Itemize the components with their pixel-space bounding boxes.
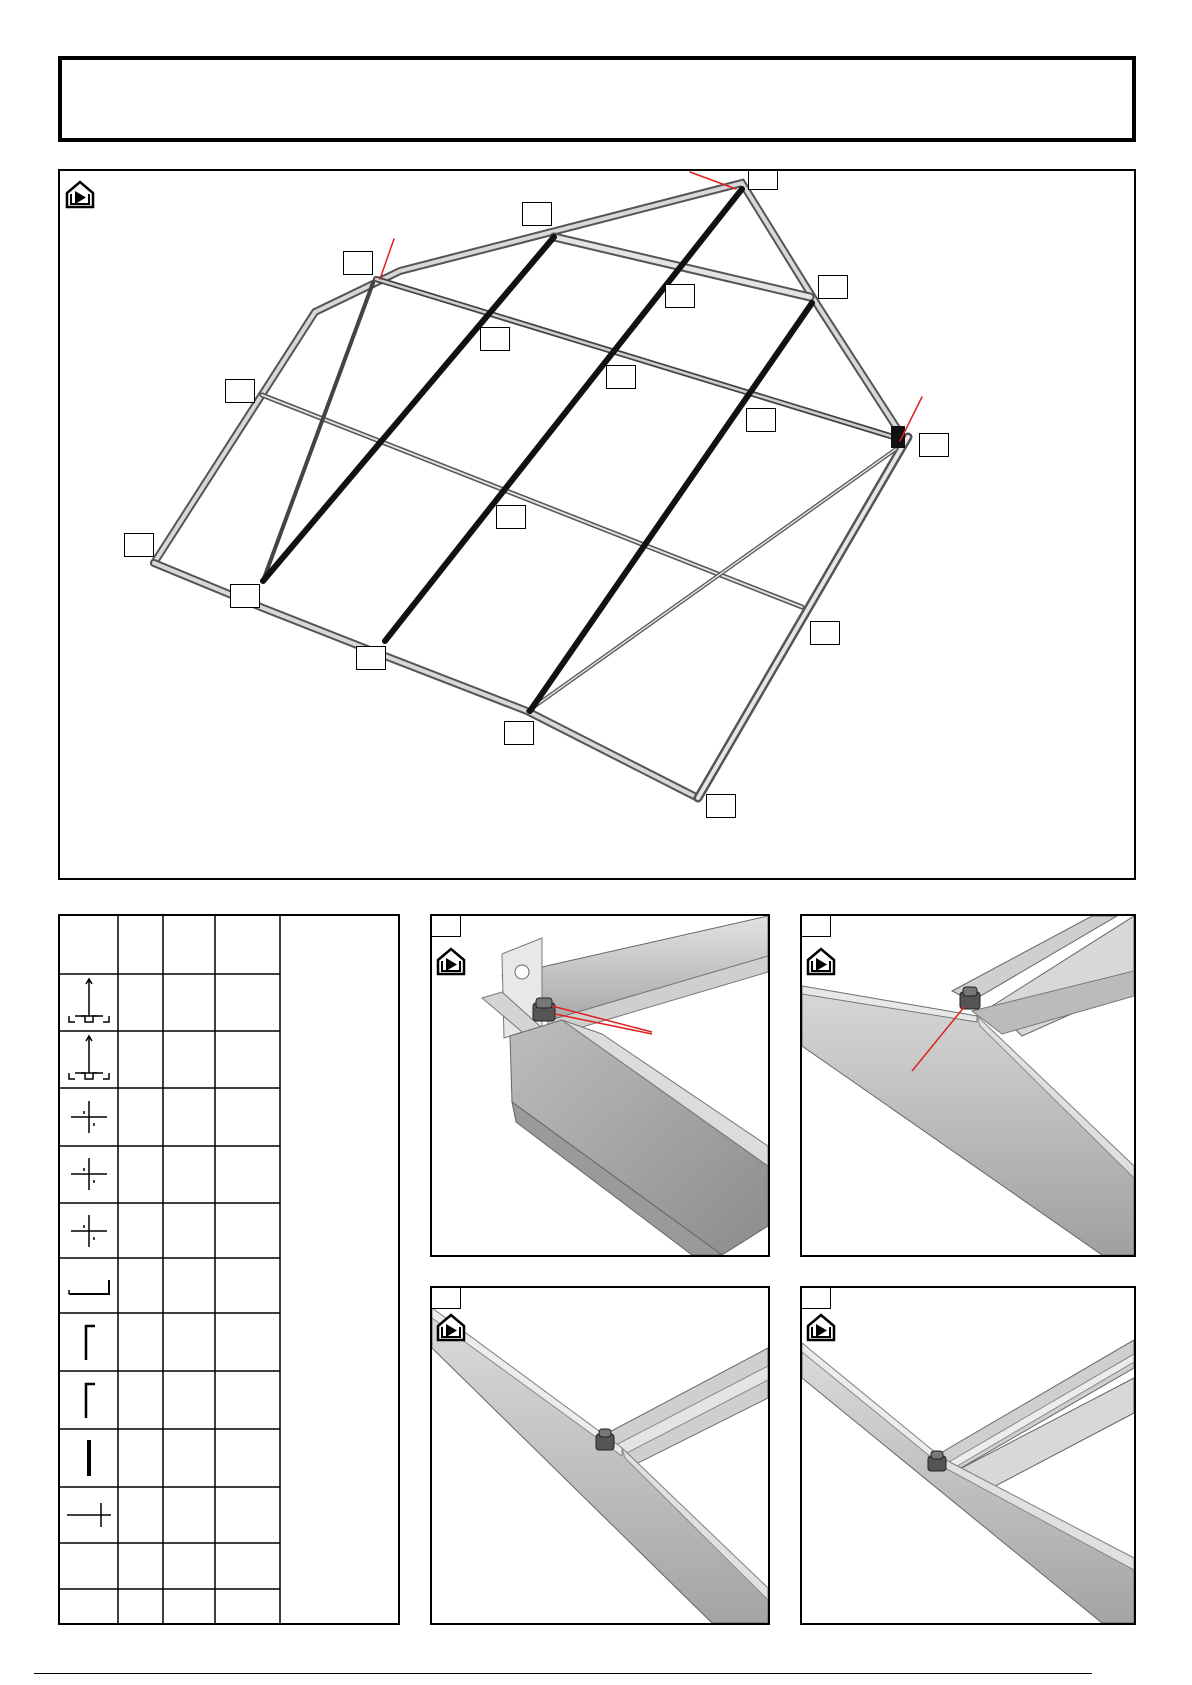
right-outer-rail xyxy=(698,437,908,798)
part-label-bottom-right-corner xyxy=(706,794,736,818)
part-label-right-corner xyxy=(919,433,949,457)
house-assembly-icon xyxy=(436,1312,466,1342)
left-outer-rail xyxy=(154,183,902,563)
l-corner-profile-icon xyxy=(86,1326,95,1360)
part-label-middle-rail-left xyxy=(480,327,510,351)
house-assembly-icon xyxy=(806,1312,836,1342)
detail-number xyxy=(431,915,461,937)
page-footer-rule xyxy=(34,1673,1092,1674)
detail-panel-corner-bolt xyxy=(430,914,770,1257)
rafter-2 xyxy=(385,189,742,641)
page-title-box xyxy=(58,56,1136,142)
detail-panel-double-brace-bolt xyxy=(800,1286,1136,1625)
main-assembly-diagram xyxy=(58,169,1136,880)
detail-number xyxy=(801,1287,831,1309)
tall-channel-profile-icon xyxy=(69,1036,109,1079)
part-label-upper-left xyxy=(522,202,552,226)
cross-profile-icon xyxy=(71,1215,107,1247)
roof-frame-drawing xyxy=(60,171,1134,878)
tall-channel-profile-icon xyxy=(69,979,109,1022)
l-base-profile-icon xyxy=(69,1280,109,1294)
t-profile-icon xyxy=(67,1503,111,1527)
part-label-bottom-rail-3 xyxy=(504,721,534,745)
parts-table-grid xyxy=(60,916,398,1623)
part-label-upper-cross-bar xyxy=(665,284,695,308)
part-label-left-bottom-corner xyxy=(124,533,154,557)
part-label-top-corner xyxy=(343,251,373,275)
l-corner-profile-icon xyxy=(86,1384,95,1418)
part-label-left-rail xyxy=(225,379,255,403)
detail-number xyxy=(431,1287,461,1309)
cross-bar-render xyxy=(432,1288,768,1623)
part-label-middle-rail-right xyxy=(746,408,776,432)
detail-panel-cross-bar-bolt xyxy=(430,1286,770,1625)
part-label-ridge xyxy=(748,169,778,190)
double-brace-render xyxy=(802,1288,1134,1623)
house-assembly-icon xyxy=(806,946,836,976)
detail-number xyxy=(801,915,831,937)
part-label-lower-cross-rail xyxy=(496,505,526,529)
part-label-bottom-rail-1 xyxy=(230,584,260,608)
detail-panel-diagonal-brace-bolt xyxy=(800,914,1136,1257)
part-label-right-upper xyxy=(818,275,848,299)
diagonal-brace-render xyxy=(802,916,1134,1255)
corner-block xyxy=(891,426,905,448)
cross-profile-icon xyxy=(71,1101,107,1133)
rafter-3 xyxy=(530,303,812,711)
parts-table xyxy=(58,914,400,1625)
part-label-right-rail xyxy=(810,621,840,645)
cross-profile-icon xyxy=(71,1158,107,1190)
house-assembly-icon xyxy=(436,946,466,976)
part-label-middle-rail-center xyxy=(606,365,636,389)
right-diagonal-brace-highlight xyxy=(528,449,896,711)
part-label-bottom-rail-2 xyxy=(356,646,386,670)
corner-bolt-render xyxy=(432,916,768,1255)
